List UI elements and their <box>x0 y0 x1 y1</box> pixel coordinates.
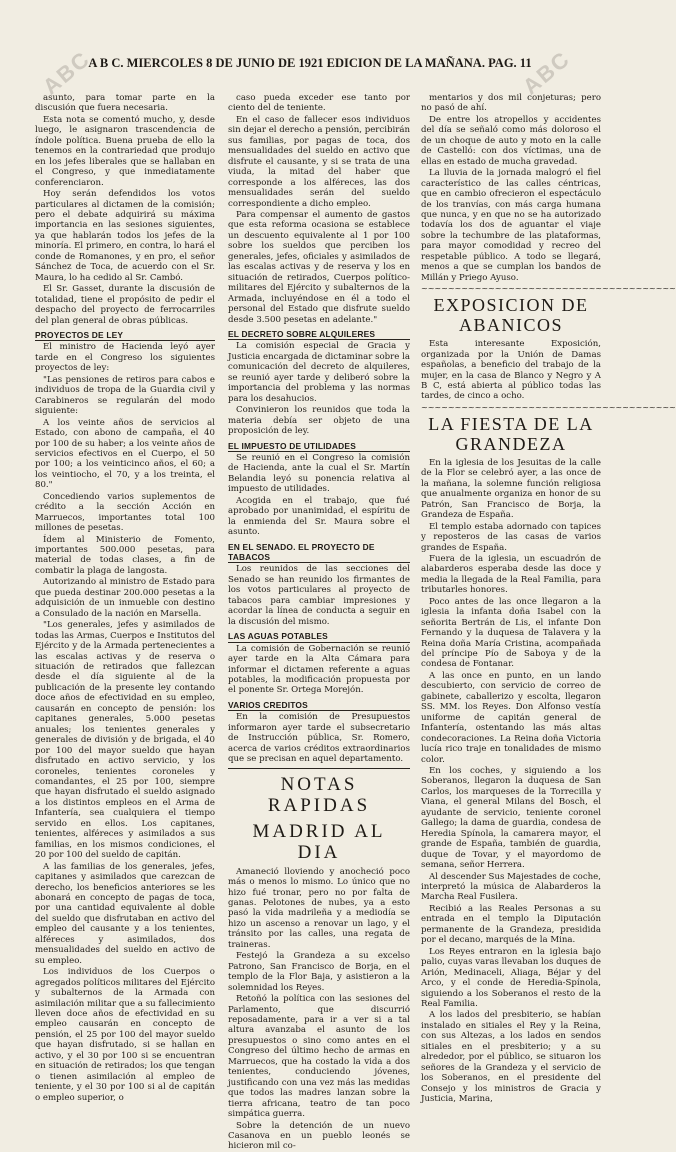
section-heading: LAS AGUAS POTABLES <box>228 631 410 642</box>
paragraph: Autorizando al ministro de Estado para que pueda destinar 200.000 pesetas a la adquisición de un inmueble con destino a Consulado de la nación en Marsella. <box>35 577 215 619</box>
paragraph: "Las pensiones de retiros para cabos e individuos de tropa de la Guardia civil y Carabineros se regularán del modo siguiente: <box>35 374 215 417</box>
ornament-divider: ~~~~~~~~~~~~~~~~~~~~~~~~~~~~~~~~~~~~~~ <box>421 402 676 412</box>
paragraph: "Los generales, jefes y asimilados de todas las Armas, Cuerpos e Institutos del Ejército y de la Armada pertenecientes a las escalas activas y de reserva o situación de retirados que fallezcan desde el día siguiente al de la publicación de la presente ley contando doce años de efectividad en su empleo, causarán en concepto de pensión: los capitanes generales, 5.000 pesetas anuales; los tenientes generales y generales de división y de brigada, el 40 por 100 del mayor sueldo que hayan disfrutado en activo servicio, y los coroneles, tenientes coroneles y comandantes, el 25 por 100, siempre que hayan disfrutado el sueldo asignado a los distintos empleos en el Arma de Infantería, sea cualquiera el tiempo servido en ellos. Los capitanes, tenientes, alféreces y asimilados a sus familias, en los mismos condiciones, el 20 por 100 del sueldo de capitán. <box>35 620 215 861</box>
paragraph: Para compensar el aumento de gastos que esta reforma ocasiona se establece un descuento equivalente al 1 por 100 sobre los sueldos que perciben los generales, jefes, oficiales y asimilados de las escalas activas y de reserva y los en situación de retirados, Cuerpos político-militares del Ejército y subalternos de la Armada, incluyéndose en él a todo el personal del Estado que disfrute sueldo desde 3.500 pesetas en adelante." <box>228 209 410 325</box>
paragraph: Los Reyes entraron en la iglesia bajo palio, cuyas varas llevaban los duques de Arión, Medinaceli, Aliaga, Béjar y del Arco, y el conde de Heredia-Spínola, siguiendo a los Soberanos el resto de la Real Familia. <box>421 946 601 1009</box>
column-1 <box>35 93 215 1103</box>
paragraph: Convinieron los reunidos que toda la materia debía ser objeto de una proposición de ley. <box>228 405 410 437</box>
section-heading: EN EL SENADO. EL PROYECTO DE TABACOS <box>228 542 410 564</box>
paragraph: A los veinte años de servicios al Estado, con abono de campaña, el 40 por 100 de su haber; a los veinte años de servicios efectivos en el Cuerpo, el 50 por 100; a los veinticinco años, el 60; a los veintiocho, el 70, y a los treinta, el 80." <box>35 417 215 491</box>
column-3 <box>421 93 676 1105</box>
ornament-divider: ~~~~~~~~~~~~~~~~~~~~~~~~~~~~~~~~~~~~~~ <box>421 284 676 294</box>
page-header: A B C. MIERCOLES 8 DE JUNIO DE 1921 EDICION DE LA MAÑANA. PAG. 11 <box>88 56 532 70</box>
paragraph: Ídem al Ministerio de Fomento, importantes 500.000 pesetas, para material de todas clases, a fin de combatir la plaga de langosta. <box>35 534 215 576</box>
paragraph: Los individuos de los Cuerpos o agregados políticos militares del Ejército y subalternos de la Armada con asimilación militar que a su fallecimiento lleven doce años de efectividad en su empleo causarán en concepto de pensión, el 25 por 100 del mayor sueldo que hayan disfrutado, si se hallan en activo, y el 30 por 100 si se encuentran en situación de retirados; los que tengan o tienen asimilación al empleo de teniente, y el 30 por 100 si al de capitán o empleo superior, o <box>35 967 215 1103</box>
paragraph: El ministro de Hacienda leyó ayer tarde en el Congreso los siguientes proyectos de ley: <box>35 342 215 374</box>
paragraph: El Sr. Gasset, durante la discusión de totalidad, tiene el propósito de pedir el despacho del proyecto de ferrocarriles del plan general de obras públicas. <box>35 284 215 326</box>
paragraph: A las familias de los generales, jefes, capitanes y asimilados que carezcan de derecho, los beneficios anteriores se les abonará en concepto de pagas de toca, por una cantidad equivalente al doble del sueldo que disfrutaban en activo del empleo del causante y a los tenientes, alféreces y asimilados, dos mensualidades del sueldo en activo de su empleo. <box>35 861 215 966</box>
headline-madrid-al-dia: MADRID AL DIA <box>252 820 386 863</box>
paragraph: La comisión de Gobernación se reunió ayer tarde en la Alta Cámara para informar el dictamen referente a aguas potables, la modificación propuesta por el ponente Sr. Ortega Morejón. <box>228 643 410 696</box>
paragraph: Se reunió en el Congreso la comisión de Hacienda, ante la cual el Sr. Martín Belandia leyó su ponencia relativa al impuesto de utilidades. <box>228 452 410 495</box>
headline-fiesta-grandeza: LA FIESTA DE LA GRANDEZA <box>428 413 594 454</box>
paragraph: Sobre la detención de un nuevo Casanova en un pueblo leonés se hicieron mil co- <box>228 1120 410 1152</box>
paragraph: De entre los atropellos y accidentes del día se señaló como más doloroso el de un choque de auto y moto en la calle de Castelló: con dos víctimas, una de ellas en estado de mucha gravedad. <box>421 114 601 167</box>
paragraph: Concediendo varios suplementos de crédito a la sección Acción en Marruecos, importantes total 100 millones de pesetas. <box>35 491 215 534</box>
paragraph: A los lados del presbiterio, se habían instalado en sitiales el Rey y la Reina, con sus Altezas, a los lados en sendos sitiales en el presbiterio; y a su alrededor, por el público, se situaron los señores de la Grandeza y el servicio de los Soberanos, en el presidente del Consejo y los ministros de Gracia y Justicia, Marina, <box>421 1010 601 1105</box>
paragraph: Festejó la Grandeza a su excelso Patrono, San Francisco de Borja, en el templo de la Flor Baja, y asistieron a la solemnidad los Reyes. <box>228 951 410 993</box>
paragraph: mentarios y dos mil conjeturas; pero no pasó de ahí. <box>421 93 601 114</box>
paragraph: En los coches, y siguiendo a los Soberanos, llegaron la duquesa de San Carlos, los marqueses de la Torrecilla y Viana, el general Milans del Bosch, el ayudante de servicio, teniente coronel Gallego; la dama de guardia, condesa de Heredia Spínola, la camarera mayor, el grande de España, también de guardia, duque de Tovar, y el mayordomo de semana, señor Herrera. <box>421 766 601 871</box>
paragraph: En el caso de fallecer esos individuos sin dejar el derecho a pensión, percibirán sus familias, por pagas de toca, dos mensualidades del sueldo en activo que disfrute el causante, y si se trata de una viuda, la mitad del haber que corresponde a los alféreces, las dos mensualidades serán del sueldo correspondiente a dicho empleo. <box>228 114 410 209</box>
paragraph: Recibió a las Reales Personas a su entrada en el templo la Diputación permanente de la Grandeza, presidida por el decano, marqués de la Mina. <box>421 903 601 946</box>
paragraph: A las once en punto, en un lando descubierto, con servicio de correo de gabinete, caballerizo y escolta, llegaron SS. MM. los Reyes. Don Alfonso vestía uniforme de capitán general de Infantería, ostentando las más altas condecoraciones. La Reina doña Victoria lucía rico traje en tonalidades de mismo color. <box>421 670 601 765</box>
headline-notas-rapidas: NOTAS RAPIDAS <box>267 773 371 816</box>
paragraph: La comisión especial de Gracia y Justicia encargada de dictaminar sobre la comunicación del decreto de alquileres, se reunió ayer tarde y deliberó sobre la importancia del problema y las normas para los desahucios. <box>228 341 410 404</box>
paragraph: Poco antes de las once llegaron a la iglesia la infanta doña Isabel con la señorita Bertrán de Lis, el infante Don Fernando y la duquesa de Talavera y la Reina doña María Cristina, acompañada del príncipe Pío de Saboya y de la condesa de Fontanar. <box>421 596 601 670</box>
paragraph: Los reunidos de las secciones del Senado se han reunido los firmantes de los votos particulares al proyecto de tabacos para cambiar impresiones y acordar la línea de conducta a seguir en la discusión del mismo. <box>228 564 410 627</box>
paragraph: En la comisión de Presupuestos informaron ayer tarde el subsecretario de Instrucción pública, Sr. Romero, acerca de varios créditos extraordinarios que se precisan en aquel departamento. <box>228 712 410 765</box>
paragraph: caso pueda exceder ese tanto por ciento del de teniente. <box>228 93 410 114</box>
paragraph: La lluvia de la jornada malogró el fiel característico de las calles céntricas, que en cambio ofrecieron el espectáculo de los tranvías, con más carga humana que nunca, y en que no se ha autorizado todavía los dos de aguantar el viaje sobre la techumbre de las plataformas, para mayor comodidad y recreo del respetable público. A todo se llegará, menos a que se cumplan los bandos de Millán y Priego Ayuso. <box>421 168 601 283</box>
paragraph: En la iglesia de los Jesuitas de la calle de la Flor se celebró ayer, a las once de la mañana, la solemne función religiosa que anualmente organiza en honor de su Patrón, San Francisco de Borja, la Grandeza de España. <box>421 457 601 521</box>
paragraph: Amaneció lloviendo y anocheció poco más o menos lo mismo. Lo único que no hizo fué tronar, pero no por falta de ganas. Pelotones de nubes, ya a esto pasó la vida madrileña y a mediodía se hizo un ascenso a renovar un lago, y el tránsito por las calles, una regata de traineras. <box>228 866 410 950</box>
divider <box>228 768 410 769</box>
paragraph: Fuera de la iglesia, un escuadrón de alabarderos esperaba desde las doce y media la llegada de la Real Familia, para tributarles honores. <box>421 553 601 596</box>
watermark-left: ABC <box>37 45 96 100</box>
watermark-right: ABC <box>517 45 576 100</box>
paragraph: Hoy serán defendidos los votos particulares al dictamen de la comisión; pero el debate adquirirá su máxima importancia en las sesiones siguientes, ya que hablarán todos los jefes de la minoría. El primero, en contra, lo hará el conde de Romanones, y en pro, el señor Sánchez de Toca, de acuerdo con el Sr. Maura, lo ha cedido al Sr. Cambó. <box>35 189 215 283</box>
paragraph: Esta interesante Exposición, organizada por la Unión de Damas españolas, a beneficio del trabajo de la mujer, en la casa de Blanco y Negro y A B C, está abierta al público todas las tardes, de cinco a ocho. <box>421 339 601 402</box>
section-heading: VARIOS CREDITOS <box>228 700 410 711</box>
paragraph: El templo estaba adornado con tapices y reposteros de las casas de varios grandes de España. <box>421 521 601 553</box>
section-heading: PROYECTOS DE LEY <box>35 330 215 341</box>
paragraph: Esta nota se comentó mucho, y, desde luego, le asignaron trascendencia de índole política. Buena prueba de ello la tenemos en la contrariedad que produjo en los jefes liberales que se hallaban en el Congreso, y que inmediatamente conferenciaron. <box>35 114 215 188</box>
paragraph: Acogida en el trabajo, que fué aprobado por unanimidad, el espíritu de la enmienda del Sr. Maura sobre el asunto. <box>228 495 410 538</box>
headline-exposicion-abanicos: EXPOSICION DE ABANICOS <box>433 295 589 336</box>
section-heading: EL IMPUESTO DE UTILIDADES <box>228 441 410 452</box>
section-heading: EL DECRETO SOBRE ALQUILERES <box>228 329 410 340</box>
column-2 <box>228 93 410 1152</box>
paragraph: asunto, para tomar parte en la discusión que fuera necesaria. <box>35 93 215 114</box>
paragraph: Retoñó la política con las sesiones del Parlamento, que discurrió reposadamente, para ir a ver si a tal altura avanzaba el asunto de los presupuestos o sino como antes en el Congreso del último hecho de armas en Marruecos, que ha costado la vida a dos tenientes, conduciendo jóvenes, justificando con una vez más las medidas que todos las madres lanzan sobre la tierra africana, teatro de tan poco simpática guerra. <box>228 994 410 1120</box>
paragraph: Al descender Sus Majestades de coche, interpretó la música de Alabarderos la Marcha Real Fusilera. <box>421 871 601 903</box>
